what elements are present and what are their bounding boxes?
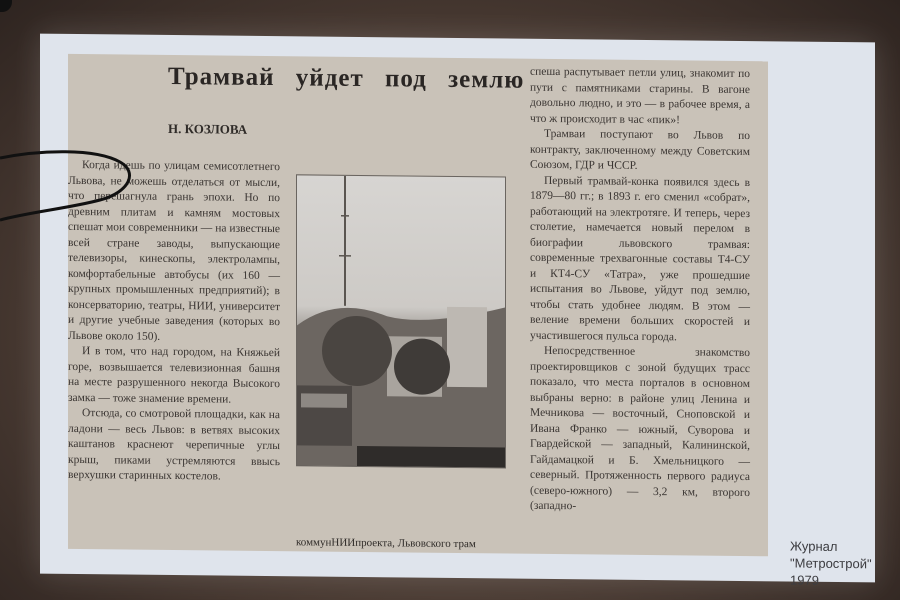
paragraph: Когда идешь по улицам семисотлетнего Львова, не можешь отделаться от мысли, что перешагнула грань эпохи. Но по древним плитам и камням мостовых спешат мои современники — на известные всей стране заводы, выпускающие телевизоры, кинескопы, электролампы, комфортабельные автобусы (их 160 — крупных промышленных предприятий); в консерваторию, театры, НИИ, университет и другие учебные заведения (которых во Львове около 150). bbox=[68, 159, 280, 343]
paragraph: Отсюда, со смотровой площадки, как на ладони — весь Львов: в ветвях высоких каштанов краснеют черепичные углы крыш, пиками устремляются ввысь верхушки старинных костелов. bbox=[68, 407, 280, 483]
credit-line-year: 1979 bbox=[790, 572, 819, 588]
credit-line-journal: Журнал bbox=[790, 538, 838, 554]
photo-illustration bbox=[297, 175, 505, 467]
source-credit bbox=[790, 537, 872, 589]
paragraph: И в том, что над городом, на Княжьей горе, возвышается телевизионная башня на месте разрушенного некогда Высокого замка — тоже знамение времени. bbox=[68, 345, 280, 406]
projection-screen bbox=[40, 34, 875, 588]
article-title: Трамвай уйдет под землю bbox=[168, 62, 525, 94]
newspaper-clipping bbox=[68, 54, 768, 556]
article-author: Н. КОЗЛОВА bbox=[168, 120, 248, 137]
city-photo bbox=[296, 174, 506, 468]
photo-caption: коммунНИИпроекта, Львовского трам bbox=[296, 536, 476, 551]
paragraph: Первый трамвай-конка появился здесь в 1879—80 гг.; в 1893 г. его сменил «собрат», работающий на электротяге. И теперь, через столетие, намечается новый перелом в биографии львовского трамвая: современные трехвагонные составы Т4-СУ и КТ4-СУ «Татра», уже прошедшие испытания во Львове, уйдут под землю, чтобы стать удобнее людям. В этом — веление времени больших скоростей и участившегося пульса города. bbox=[530, 174, 750, 343]
paragraph: спеша распутывает петли улиц, знакомит по пути с памятниками старины. В вагоне довольно людно, и это — в рабочее время, а что ж происходит в час «пик»! bbox=[530, 65, 750, 126]
projector-lens-edge bbox=[0, 0, 12, 12]
credit-line-name: "Метрострой" bbox=[790, 555, 872, 572]
paragraph: Трамваи поступают во Львов по контракту, заключенному между Советским Союзом, ГДР и ЧССР. bbox=[530, 127, 750, 172]
article-column-3 bbox=[530, 65, 750, 517]
paragraph: Непосредственное знакомство проектировщиков с зоной будущих трасс показало, что места порталов в основном выбраны верно: в районе улиц Ленина и Мечникова — восточный, Сноповской и Ивана Франко — южный, Суворова и Гвардейской — западный, Калининской, Гайдамацкой и Б. Хмельницкого — северный. Протяженность первого радиуса (северо-южного) — 3,2 км, второго (западно- bbox=[530, 344, 750, 513]
hand-drawn-annotation bbox=[0, 140, 140, 240]
